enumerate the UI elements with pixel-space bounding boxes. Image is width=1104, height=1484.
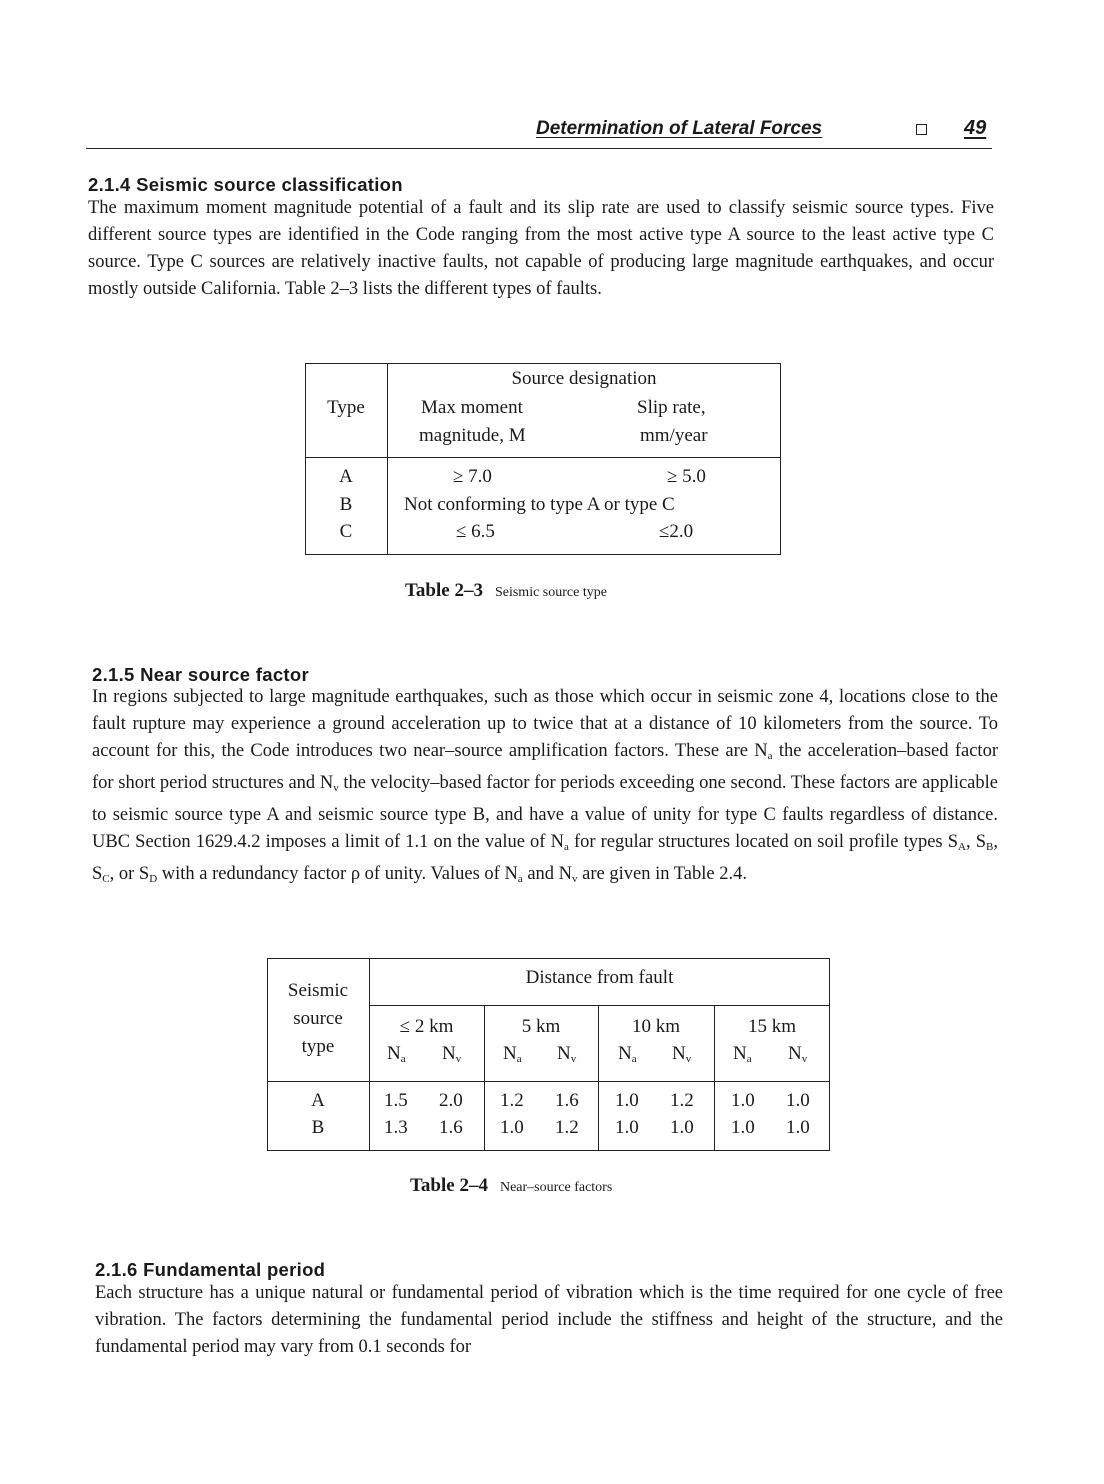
table-2-4-na-header [618, 1043, 637, 1065]
table-2-3-row-b-type: B [339, 494, 353, 515]
subscript: A [958, 841, 966, 853]
table-2-4-cell: 1.0 [615, 1090, 639, 1111]
table-2-4-na-header [503, 1043, 522, 1065]
table-2-4-col-source-line3: type [301, 1036, 335, 1057]
table-2-4-cell: 1.0 [670, 1117, 694, 1138]
table-2-4-distance-15km: 15 km [747, 1016, 797, 1037]
n-letter: N [387, 1043, 401, 1064]
table-2-3-caption-label: Table 2–3 [405, 580, 483, 601]
table-2-3-group-header: Source designation [511, 368, 657, 389]
section-heading-2-1-5: 2.1.5 Near source factor [92, 664, 309, 685]
subscript: a [517, 873, 523, 885]
table-2-3-col-slip-line2: mm/year [640, 425, 708, 446]
table-2-4-cell: 2.0 [439, 1090, 463, 1111]
table-2-4-caption-label: Table 2–4 [410, 1175, 488, 1196]
section-heading-2-1-4: 2.1.4 Seismic source classification [88, 174, 403, 195]
table-2-3-row-a-type: A [339, 466, 353, 487]
subscript: v [801, 1053, 808, 1065]
table-2-4-nv-header [672, 1043, 691, 1065]
table-2-4-header-rule [267, 1081, 830, 1082]
table-2-4-cell: 1.2 [555, 1117, 579, 1138]
subscript: v [572, 873, 578, 885]
table-2-3-row-c-type: C [339, 521, 353, 542]
table-2-3-row-a-slip: ≥ 5.0 [667, 466, 706, 487]
body-text: , or S [109, 864, 150, 884]
table-2-3-row-c-mag: ≤ 6.5 [456, 521, 495, 542]
page-number: 49 [964, 117, 987, 139]
table-2-3-caption-text: Seismic source type [494, 585, 607, 600]
section-heading-2-1-6: 2.1.6 Fundamental period [95, 1259, 326, 1280]
table-2-3-header-rule [305, 457, 781, 458]
table-2-4-cell: 1.3 [384, 1117, 408, 1138]
body-text: the acceleration–based factor for short period structures and N [92, 741, 998, 793]
table-2-4-cell: 1.0 [786, 1117, 810, 1138]
body-text: with a redundancy factor ρ of unity. Values of N [157, 864, 518, 884]
table-2-4-row-a-type: A [311, 1090, 325, 1111]
running-title: Determination of Lateral Forces [536, 118, 823, 139]
table-2-4-cell: 1.6 [439, 1117, 463, 1138]
body-text: , S [966, 832, 987, 852]
table-2-4-caption [410, 1175, 612, 1197]
table-2-4-cell: 1.2 [670, 1090, 694, 1111]
table-2-4-cell: 1.0 [731, 1090, 755, 1111]
subscript: B [986, 841, 994, 853]
table-2-3-col-mag-line1: Max moment [421, 397, 523, 418]
table-2-3-caption [405, 580, 607, 602]
subscript: v [333, 782, 339, 794]
table-2-4-cell: 1.0 [500, 1117, 524, 1138]
table-2-3-divider [387, 363, 388, 555]
section-body-2-1-4: The maximum moment magnitude potential of a fault and its slip rate are used to classify seismic source types. Five different source types are identified in the Code ranging from the most active type A source to the least active type C source. Type C sources are relatively inactive faults, not capable of producing large magnitude earthquakes, and occur mostly outside California. Table 2–3 lists the different types of faults. [88, 198, 994, 299]
table-2-4-col-source-line2: source [293, 1008, 343, 1029]
subscript: a [746, 1053, 752, 1065]
table-2-4-distance-2km: ≤ 2 km [399, 1016, 454, 1037]
table-2-4-caption-text: Near–source factors [499, 1180, 613, 1195]
section-body-2-1-6: Each structure has a unique natural or fundamental period of vibration which is the time required for one cycle of free vibration. The factors determining the fundamental period include the stiffness and height of the structure, and the fundamental period may vary from 0.1 seconds for [95, 1283, 1003, 1357]
table-2-4-nv-header [788, 1043, 807, 1065]
subscript: a [400, 1053, 406, 1065]
table-2-4-distance-10km: 10 km [631, 1016, 681, 1037]
table-2-4-col-source-line1: Seismic [287, 980, 349, 1001]
header-rule [86, 148, 992, 149]
table-2-4-cell: 1.6 [555, 1090, 579, 1111]
n-letter: N [557, 1043, 571, 1064]
n-letter: N [618, 1043, 632, 1064]
section-body-2-1-5 [92, 684, 998, 893]
subscript: a [516, 1053, 522, 1065]
subscript: v [455, 1053, 462, 1065]
subscript: a [631, 1053, 637, 1065]
table-2-4-row-b-type: B [311, 1117, 325, 1138]
table-2-4-cell: 1.2 [500, 1090, 524, 1111]
n-letter: N [733, 1043, 747, 1064]
box-glyph-icon [916, 124, 927, 135]
table-2-4-cell: 1.0 [731, 1117, 755, 1138]
table-2-4-group-header: Distance from fault [525, 967, 674, 988]
subscript: a [563, 841, 569, 853]
table-2-3-row-a-mag: ≥ 7.0 [453, 466, 492, 487]
table-2-4-distance-5km: 5 km [521, 1016, 561, 1037]
table-2-4-na-header [387, 1043, 406, 1065]
subscript: v [570, 1053, 577, 1065]
body-text: the velocity–based factor for periods exceeding one second. These factors are applicable to seismic source type A and seismic source type B, and have a value of unity for type C faults regardless of distance. UBC Section 1629.4.2 imposes a limit of 1.1 on the value of N [92, 773, 998, 852]
table-2-3-col-type: Type [327, 397, 365, 418]
table-2-4-cell: 1.0 [615, 1117, 639, 1138]
table-2-4-nv-header [557, 1043, 576, 1065]
n-letter: N [442, 1043, 456, 1064]
table-2-3-col-slip-line1: Slip rate, [637, 397, 706, 418]
subscript: D [149, 873, 158, 885]
table-2-4-nv-header [442, 1043, 461, 1065]
table-2-4-na-header [733, 1043, 752, 1065]
n-letter: N [503, 1043, 517, 1064]
subscript: v [685, 1053, 692, 1065]
n-letter: N [672, 1043, 686, 1064]
body-text: for regular structures located on soil profile types S [568, 832, 959, 852]
subscript: C [102, 873, 110, 885]
table-2-4-cell: 1.5 [384, 1090, 408, 1111]
table-2-3-row-c-slip: ≤2.0 [659, 521, 694, 542]
subscript: a [767, 750, 773, 762]
body-text: and N [522, 864, 573, 884]
table-2-3-row-b-merged: Not conforming to type A or type C [404, 494, 675, 515]
n-letter: N [788, 1043, 802, 1064]
body-text: In regions subjected to large magnitude earthquakes, such as those which occur in seismic zone 4, locations close to the fault rupture may experience a ground acceleration up to twice that at a distance of 10 kilometers from the source. To account for this, the Code introduces two near–source amplification factors. These are N [92, 687, 998, 761]
table-2-3-col-mag-line2: magnitude, M [419, 425, 526, 446]
table-2-4-group-rule [369, 1005, 830, 1006]
body-text: are given in Table 2.4. [577, 864, 747, 884]
table-2-4-cell: 1.0 [786, 1090, 810, 1111]
body-text: , S [92, 832, 998, 884]
